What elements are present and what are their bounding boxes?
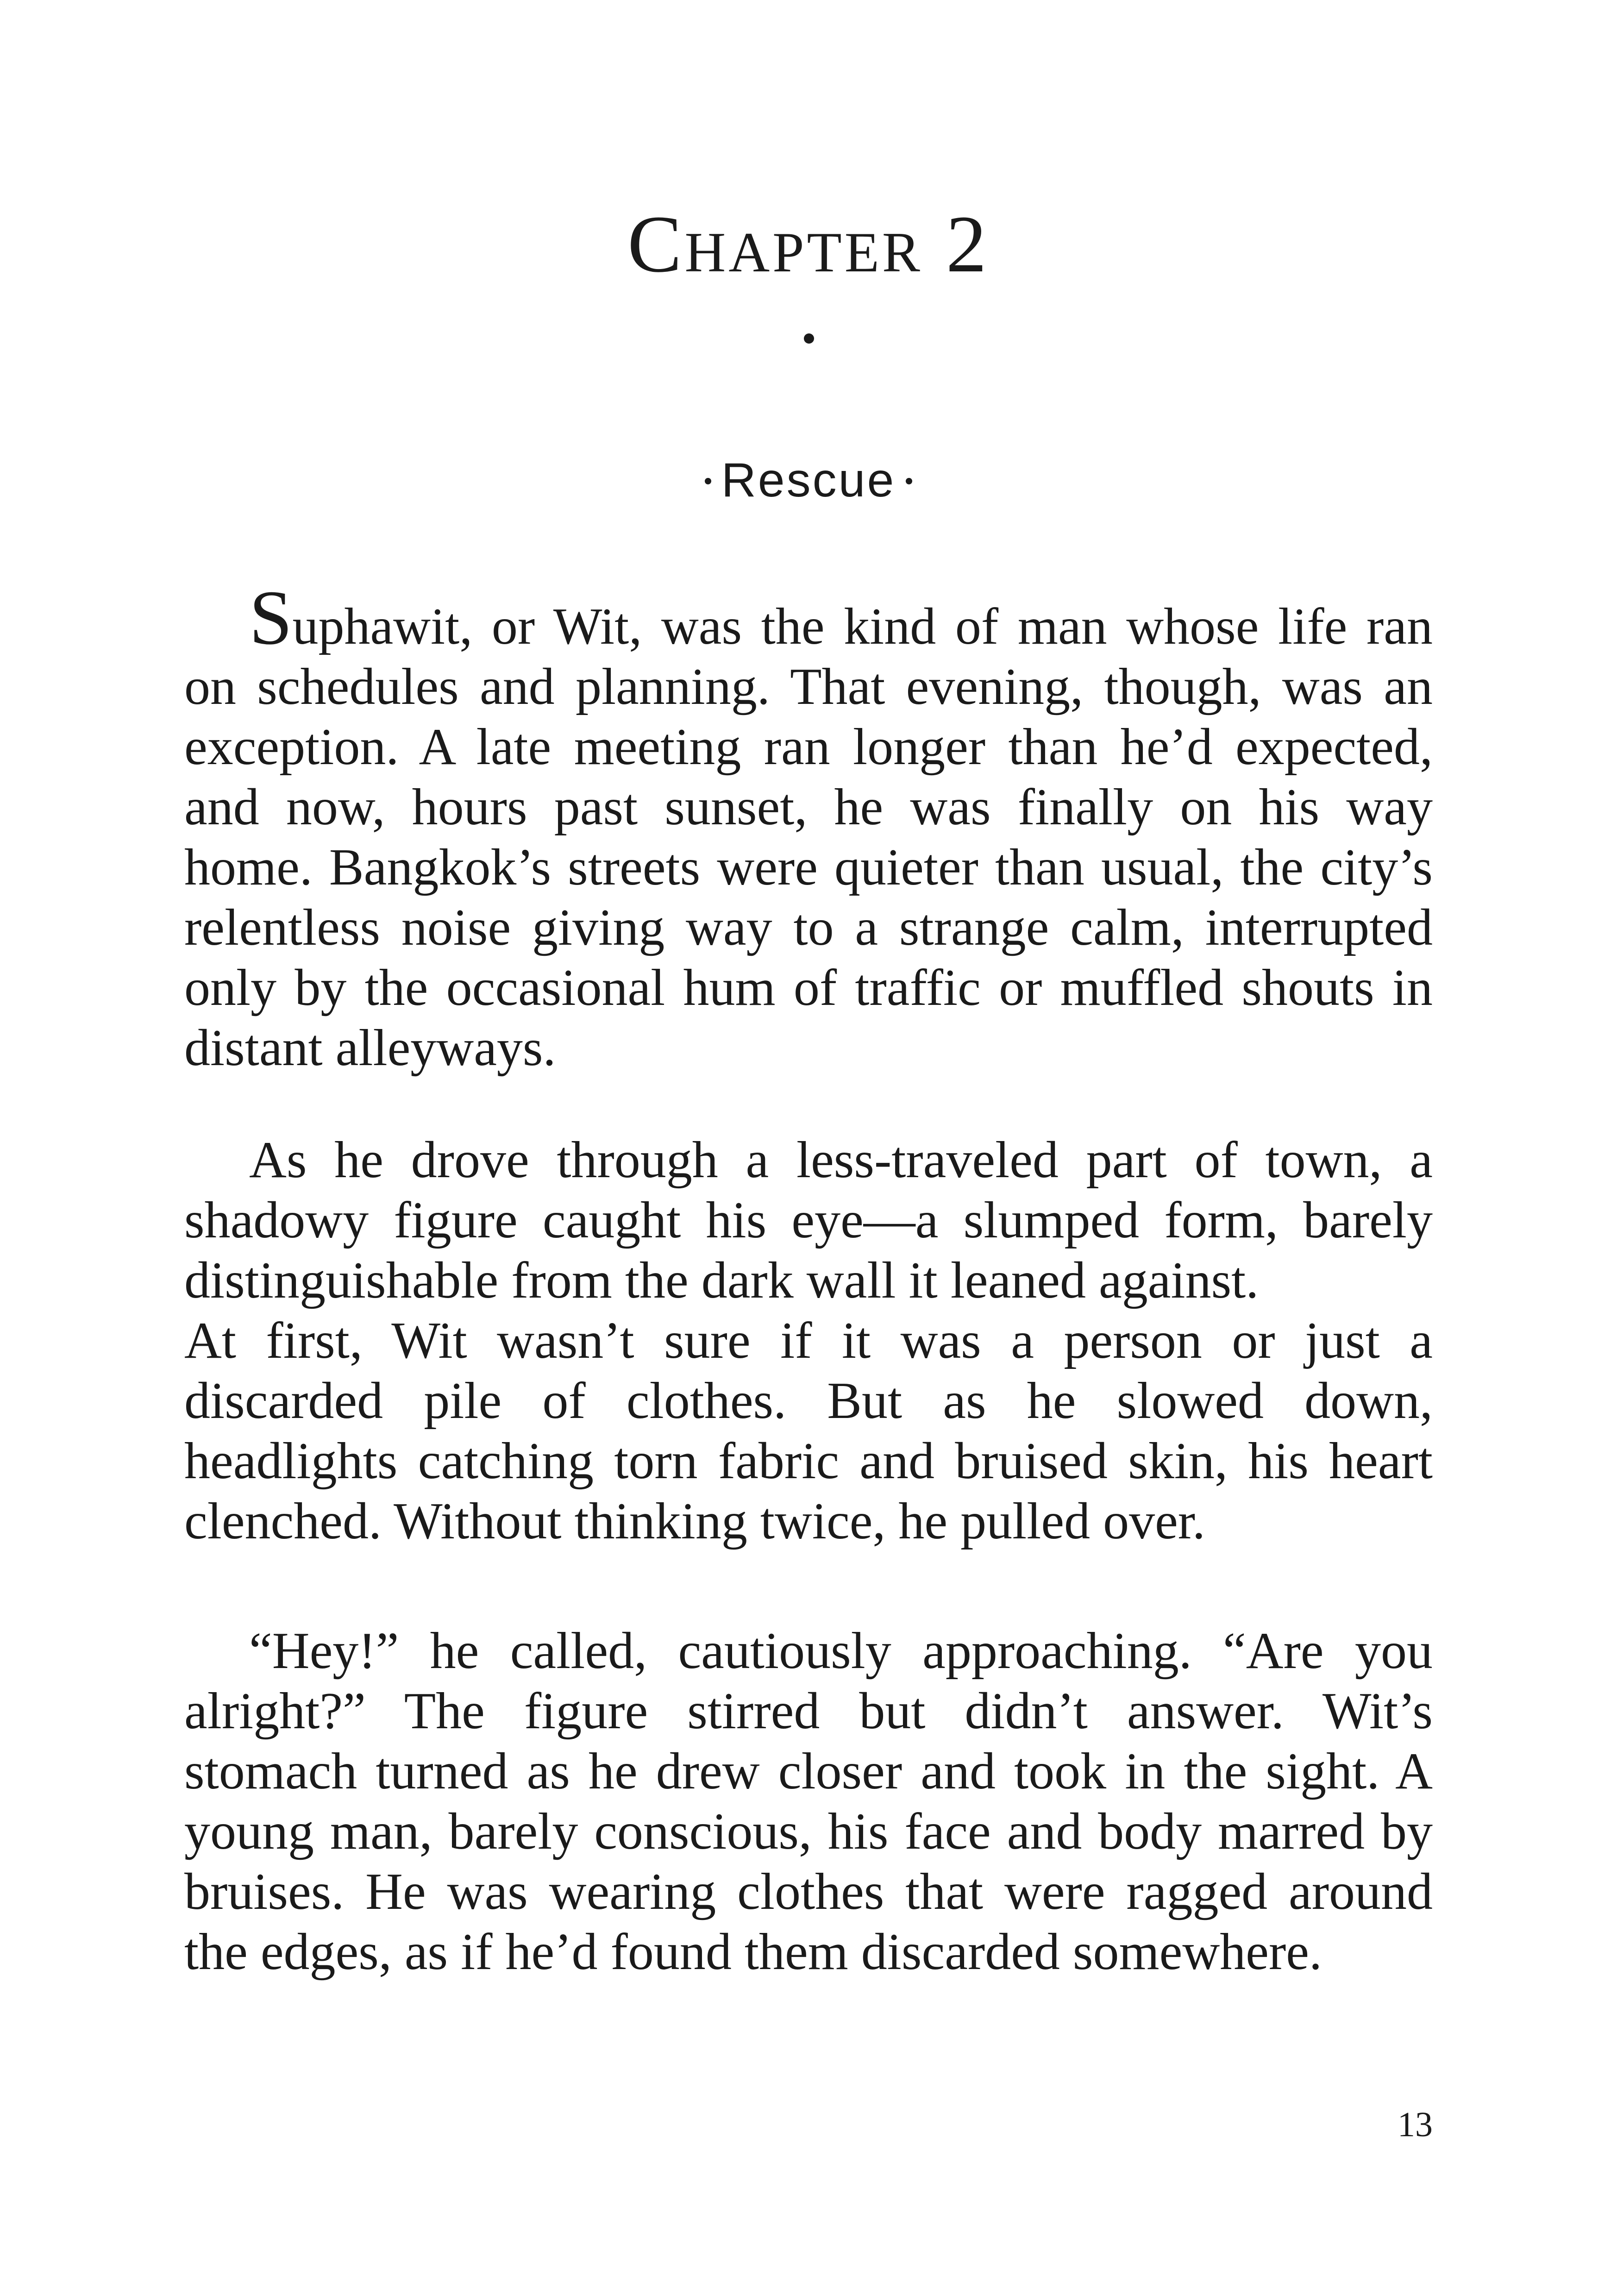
paragraph-3	[184, 1621, 1433, 1982]
paragraph-2	[184, 1130, 1433, 1551]
paragraph-2b-text: At first, Wit wasn’t sure if it was a person or just a discarded pile of clothes. But as he slowed down, headlights catching torn fabric and bruised skin, his heart clenched. Without thinking twice, he pulled over.	[184, 1312, 1433, 1550]
chapter-ornament-dot	[804, 333, 814, 344]
paragraph-3-text: “Hey!” he called, cautiously approaching. “Are you alright?” The figure stirred but didn’t answer. Wit’s stomach turned as he drew closer and took in the sight. A young man, barely conscious, his face and body marred by bruises. He was wearing clothes that were ragged around the edges, as if he’d found them discarded somewhere.	[184, 1622, 1433, 1981]
chapter-subtitle-text: Rescue	[721, 453, 896, 507]
subtitle-left-dot	[705, 478, 711, 484]
paragraph-2a-text: As he drove through a less-traveled part of town, a shadowy figure caught his eye—a slumped form, barely distinguishable from the dark wall it leaned against.	[184, 1131, 1433, 1309]
subtitle-right-dot	[906, 478, 912, 484]
paragraph-1-body: uphawit, or Wit, was the kind of man whose life ran on schedules and planning. That evening, though, was an exception. A late meeting ran longer than he’d expected, and now, hours past sunset, he was finally on his way home. Bangkok’s streets were quieter than usual, the city’s relentless noise giving way to a strange calm, interrupted only by the occasional hum of traffic or muffled shouts in distant alleyways.	[184, 598, 1433, 1077]
paragraph-1-text	[184, 575, 1433, 1078]
drop-cap: S	[249, 575, 293, 661]
chapter-subtitle	[0, 453, 1617, 507]
page-number: 13	[1398, 2105, 1433, 2144]
chapter-title: Chapter 2	[627, 199, 990, 289]
paragraph-1	[184, 575, 1433, 1078]
